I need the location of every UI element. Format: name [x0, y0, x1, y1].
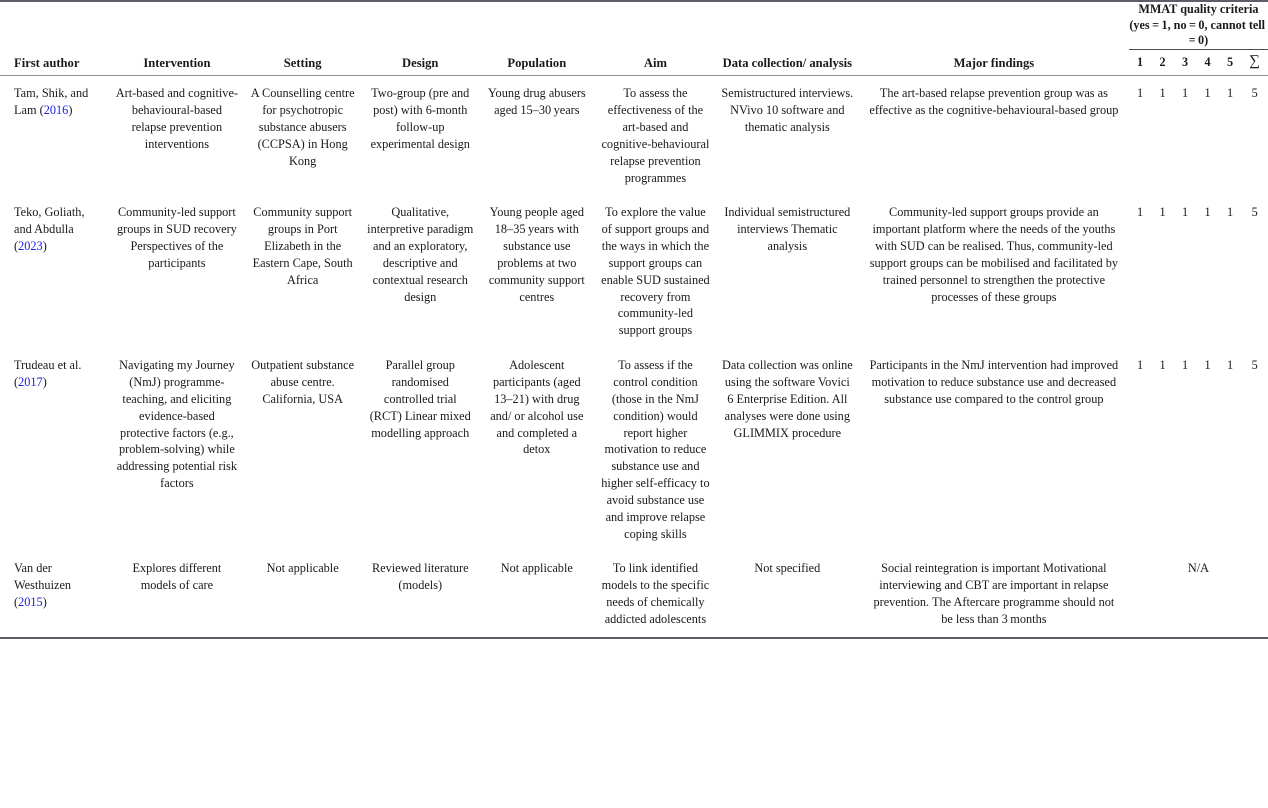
cell-mmat-3: 1 — [1181, 86, 1189, 101]
cell-mmat-4: 1 — [1204, 205, 1211, 220]
citation-year-link[interactable]: 2015 — [18, 595, 43, 610]
column-header-mmat-1: 1 — [1129, 49, 1151, 76]
table-row — [0, 76, 1268, 196]
cell-major-findings: Community-led support groups provide an important platform where the needs of the youths with SUD can be realised. Thus, community-led support groups can be mobilised and facilitated by trained personnel to strengthen the protective processes of these groups — [869, 205, 1119, 304]
cell-aim: To assess the effectiveness of the art-based and cognitive-behavioural relapse prevention programmes — [601, 86, 710, 185]
cell-mmat-2: 1 — [1159, 205, 1166, 220]
column-header-population: Population — [479, 49, 596, 76]
cell-mmat-2: 1 — [1159, 358, 1166, 373]
citation-year-link[interactable]: 2016 — [43, 103, 69, 118]
column-header-mmat-2: 2 — [1151, 49, 1173, 76]
cell-mmat-total: 5 — [1251, 86, 1258, 101]
table-row — [0, 195, 1268, 348]
cell-intervention: Community-led support groups in SUD recovery Perspectives of the participants — [116, 205, 237, 270]
cell-data-collection: Data collection was online using the software Vovici 6 Enterprise Edition. All analyses were done using GLIMMIX procedure — [721, 358, 853, 440]
cell-design: Qualitative, interpretive paradigm and an exploratory, descriptive and contextual research design — [367, 205, 474, 304]
table-bottom-rule — [0, 638, 1268, 639]
cell-mmat-3: 1 — [1181, 205, 1189, 220]
spanner-header-row — [0, 2, 1268, 49]
author-name: Van der Westhuizen — [14, 561, 72, 593]
cell-intervention: Navigating my Journey (NmJ) programme-teaching, and eliciting evidence-based protective factors (e.g., problem-solving) while addressing potential risk factors — [116, 358, 237, 491]
cell-mmat-2: 1 — [1159, 86, 1166, 101]
cell-mmat-total: 5 — [1251, 205, 1258, 220]
cell-mmat-3: 1 — [1181, 358, 1189, 373]
cell-first-author: Van der Westhuizen (2015) — [14, 561, 72, 610]
cell-aim: To explore the value of support groups and the ways in which the support groups can enable SUD sustained recovery from community-led support groups — [601, 205, 710, 338]
table-row — [0, 348, 1268, 551]
cell-intervention: Explores different models of care — [132, 561, 222, 593]
author-name: Trudeau et al. — [14, 358, 82, 373]
column-header-design: Design — [362, 49, 479, 76]
cell-mmat-4: 1 — [1204, 358, 1211, 373]
cell-first-author: Trudeau et al. (2017) — [14, 358, 82, 389]
cell-mmat-5: 1 — [1226, 358, 1234, 373]
cell-data-collection: Semistructured interviews. NVivo 10 software and thematic analysis — [721, 86, 854, 135]
cell-mmat-5: 1 — [1226, 86, 1234, 101]
cell-population: Young drug abusers aged 15–30 years — [487, 86, 586, 118]
cell-setting: Outpatient substance abuse centre. California, USA — [251, 358, 355, 406]
column-header-mmat-sum: ∑ — [1241, 49, 1268, 76]
mmat-quality-criteria-spanner: MMAT quality criteria (yes = 1, no = 0, cannot tell = 0) — [1129, 2, 1268, 49]
cell-first-author: Tam, Shik, and Lam (2016) — [14, 86, 89, 118]
column-header-aim: Aim — [595, 49, 716, 76]
table-header-row — [0, 49, 1268, 76]
cell-design: Parallel group randomised controlled trial (RCT) Linear mixed modelling approach — [369, 358, 471, 440]
column-header-mmat-5: 5 — [1219, 49, 1241, 76]
column-header-intervention: Intervention — [110, 49, 243, 76]
cell-setting: A Counselling centre for psychotropic substance abusers (CCPSA) in Hong Kong — [250, 86, 355, 168]
column-header-major-findings: Major findings — [859, 49, 1129, 76]
author-name: Tam, Shik, and Lam — [14, 86, 89, 118]
column-header-mmat-4: 4 — [1196, 49, 1218, 76]
cell-major-findings: Participants in the NmJ intervention had improved motivation to reduce substance use and decreased substance use compared to the control group — [869, 358, 1119, 406]
cell-mmat-not-applicable: N/A — [1187, 561, 1210, 576]
cell-first-author: Teko, Goliath, and Abdulla (2023) — [14, 205, 85, 254]
cell-major-findings: Social reintegration is important Motivational interviewing and CBT are important in relapse prevention. The Aftercare programme should not be less than 3 months — [873, 561, 1115, 626]
cell-population: Adolescent participants (aged 13–21) with drug and/ or alcohol use and completed a detox — [490, 358, 584, 457]
column-header-mmat-3: 3 — [1174, 49, 1196, 76]
cell-major-findings: The art-based relapse prevention group was as effective as the cognitive-behavioural-based group — [869, 86, 1119, 118]
cell-aim: To assess if the control condition (those in the NmJ condition) would report higher motivation to reduce substance use and higher self-efficacy to avoid substance use and improve relapse coping skills — [601, 358, 710, 541]
cell-mmat-total: 5 — [1251, 358, 1258, 373]
cell-setting: Not applicable — [266, 561, 339, 576]
cell-setting: Community support groups in Port Elizabeth in the Eastern Cape, South Africa — [252, 205, 353, 287]
cell-mmat-1: 1 — [1137, 205, 1144, 220]
column-header-data-collection-analysis: Data collection/ analysis — [716, 49, 859, 76]
cell-data-collection: Not specified — [754, 561, 821, 576]
cell-design: Reviewed literature (models) — [371, 561, 469, 593]
citation-year-link[interactable]: 2017 — [18, 374, 43, 389]
cell-data-collection: Individual semistructured interviews Thematic analysis — [724, 205, 851, 254]
author-name: Teko, Goliath, and Abdulla — [14, 205, 85, 237]
citation-year-link[interactable]: 2023 — [18, 239, 43, 254]
column-header-first-author: First author — [0, 49, 110, 76]
table-row — [0, 551, 1268, 637]
cell-population: Young people aged 18–35 years with substance use problems at two community support centres — [488, 205, 585, 304]
cell-mmat-5: 1 — [1226, 205, 1234, 220]
cell-design: Two-group (pre and post) with 6-month follow-up experimental design — [370, 86, 470, 151]
cell-mmat-1: 1 — [1137, 358, 1144, 373]
cell-population: Not applicable — [500, 561, 573, 576]
cell-mmat-4: 1 — [1204, 86, 1211, 101]
column-header-setting: Setting — [243, 49, 362, 76]
cell-mmat-1: 1 — [1137, 86, 1144, 101]
cell-aim: To link identified models to the specific needs of chemically addicted adolescents — [601, 561, 710, 626]
cell-intervention: Art-based and cognitive-behavioural-based relapse prevention interventions — [115, 86, 239, 151]
